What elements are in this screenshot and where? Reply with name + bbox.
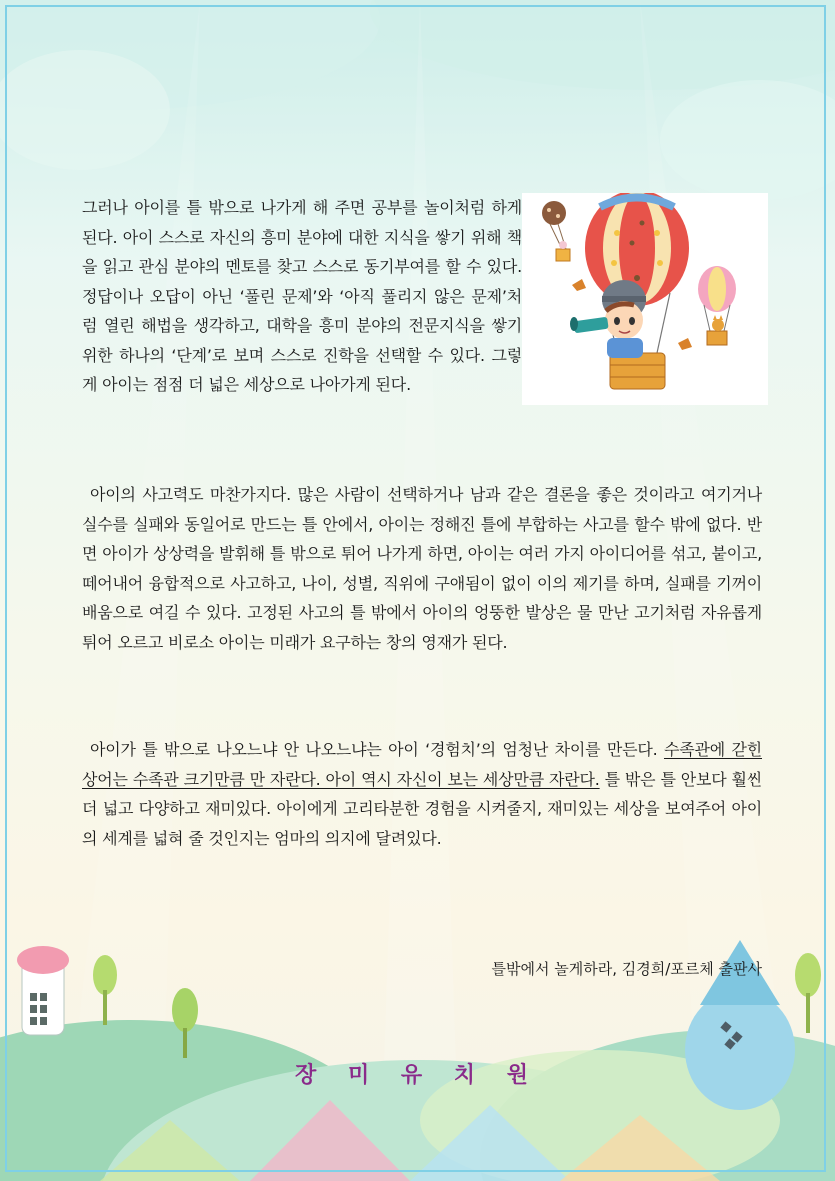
kindergarten-name: 장 미 유 치 원 xyxy=(295,1063,540,1088)
paragraph-2: 아이의 사고력도 마찬가지다. 많은 사람이 선택하거나 남과 같은 결론을 좋은 것이라고 여기거나 실수를 실패와 동일어로 만드는 틀 안에서, 아이는 정해진 틀에 부합하는 사고를 할수 밖에 없다. 반면 아이가 상상력을 발휘해 틀 밖으로 튀어 나가게 하면, 아이는 여러 가지 아이디어를 섞고, 붙이고, 떼어내어 융합적으로 사고하고, 나이, 성별, 직위에 구애됨이 없이 이의 제기를 하며, 실패를 기꺼이 배움으로 여길 수 있다. 고정된 사고의 틀 밖에서 아이의 엉뚱한 발상은 물 만난 고기처럼 자유롭게 튀어 오르고 비로소 아이는 미래가 요구하는 창의 영재가 된다. xyxy=(82,485,762,652)
paragraph-3-underlined: 수족관에 갇힌 상어는 수족관 크기만큼 만 자란다. 아이 역시 자신이 보는 세상만큼 자란다. xyxy=(82,740,762,789)
hot-air-balloon-illustration xyxy=(522,193,768,405)
paragraph-3 xyxy=(82,735,762,853)
paragraph-1: 그러나 아이를 틀 밖으로 나가게 해 주면 공부를 놀이처럼 하게 된다. 아이 스스로 자신의 흥미 분야에 대한 지식을 쌓기 위해 책을 읽고 관심 분야의 멘토를 찾고 스스로 동기부여를 할 수 있다. 정답이나 오답이 아닌 ‘풀린 문제’와 ‘아직 풀리지 않은 문제’처럼 열린 해법을 생각하고, 대학을 흥미 분야의 전문지식을 쌓기 위한 하나의 ‘단계’로 보며 스스로 진학을 선택할 수 있다. 그렇게 아이는 점점 더 넓은 세상으로 나아가게 된다. xyxy=(82,198,522,394)
small-balloon-icon xyxy=(698,266,736,345)
paragraph-3-start: 아이가 틀 밖으로 나오느냐 안 나오느냐는 아이 ‘경험치’의 엄청난 차이를 만든다. xyxy=(90,740,664,759)
small-balloon-icon xyxy=(542,201,570,261)
paragraph-3-end: 틀 밖은 틀 안보다 훨씬 더 넓고 다양하고 재미있다. 아이에게 고리타분한 경험을 시켜줄지, 재미있는 세상을 보여주어 아이의 세계를 넓혀 줄 것인지는 엄마의 의지에 달려있다. xyxy=(82,769,763,848)
cat-icon xyxy=(712,315,724,331)
source-citation: 틀밖에서 놀게하라, 김경희/포르체 출판사 xyxy=(491,960,762,978)
telescope-child-icon xyxy=(570,280,646,358)
